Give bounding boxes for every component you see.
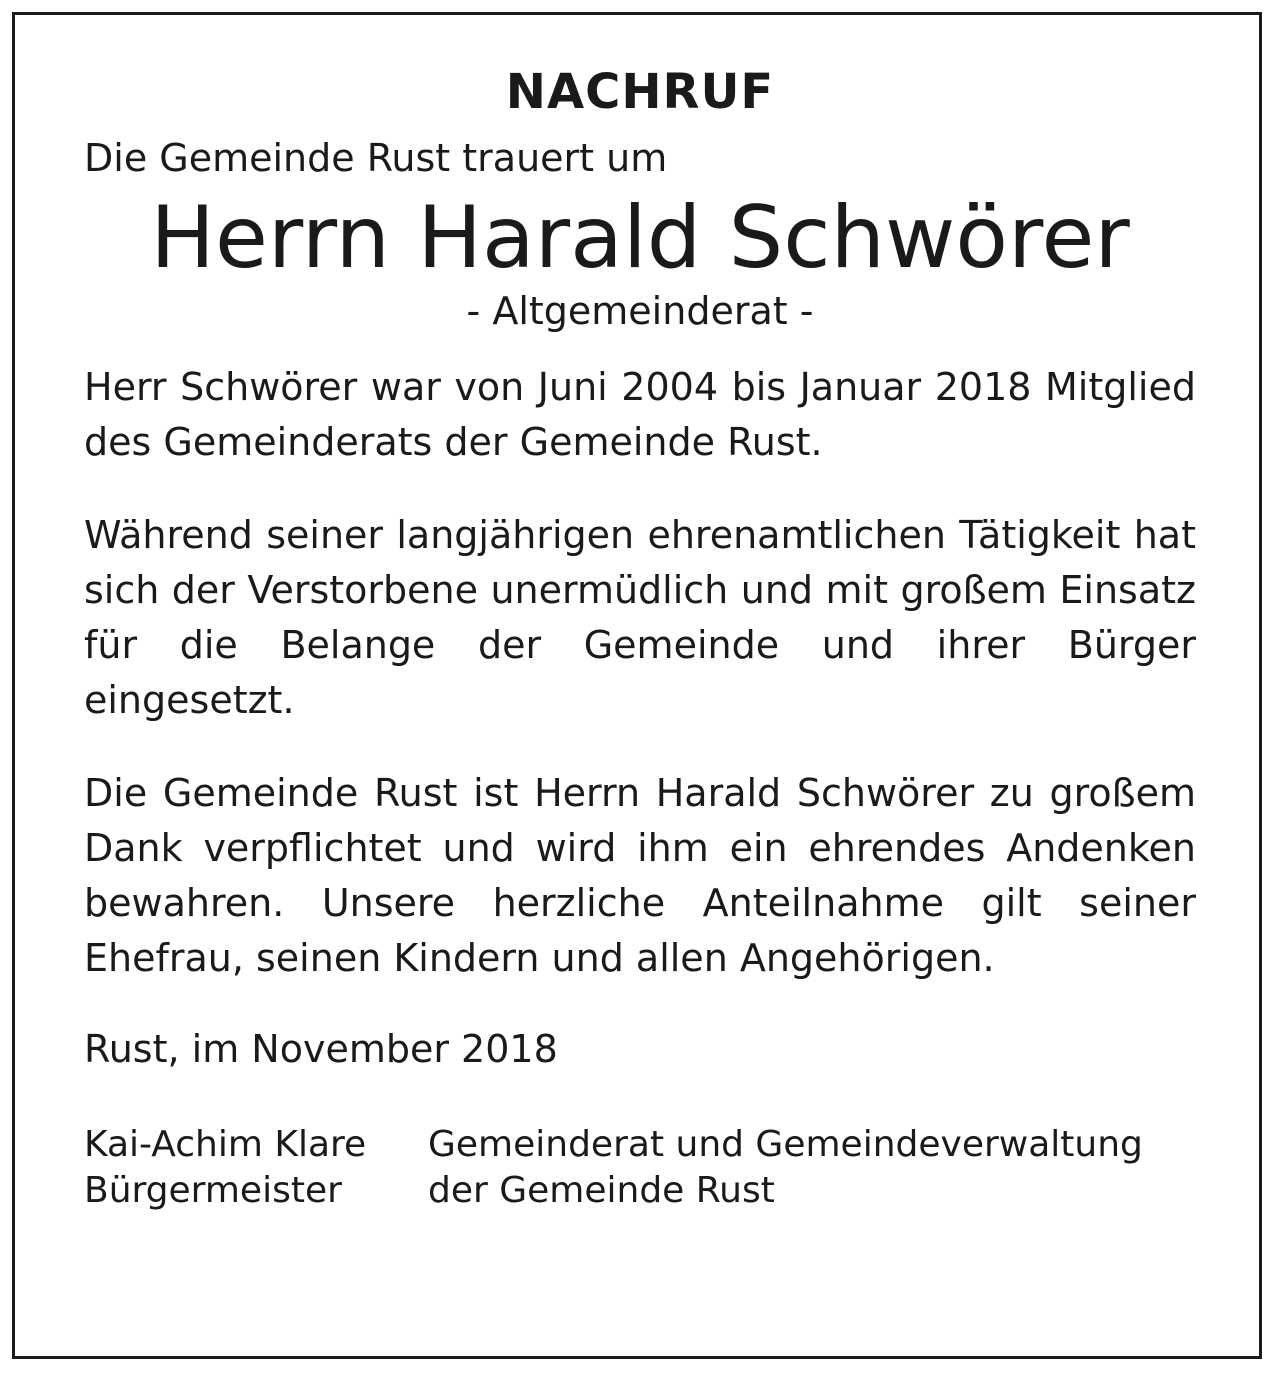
place-date: Rust, im November 2018: [84, 1027, 558, 1071]
obituary-notice: [84, 62, 1196, 1214]
paragraph-service: Während seiner langjährigen ehrenamtlichen Tätigkeit hat sich der Verstorbene unermüdlich und mit großem Einsatz für die Belange der Gemeinde und ihrer Bürger eingesetzt.: [84, 513, 1196, 722]
mayor-name: Kai-Achim Klare: [84, 1124, 367, 1165]
deceased-title: - Altgemeinderat -: [466, 289, 814, 333]
mayor-role: Bürgermeister: [84, 1170, 342, 1211]
deceased-name: Herrn Harald Schwörer: [150, 188, 1130, 288]
signature-mayor: [84, 1122, 428, 1214]
council-line-2: der Gemeinde Rust: [428, 1170, 775, 1211]
intro-line: Die Gemeinde Rust trauert um: [84, 136, 668, 180]
paragraph-membership: Herr Schwörer war von Juni 2004 bis Januar 2018 Mitglied des Gemeinderats der Gemeinde Rust.: [84, 365, 1196, 464]
notice-heading: NACHRUF: [505, 64, 775, 120]
signature-council: [428, 1122, 1196, 1214]
signature-block: [84, 1122, 1196, 1214]
paragraph-gratitude: Die Gemeinde Rust ist Herrn Harald Schwörer zu großem Dank verpflichtet und wird ihm ein ehrendes Andenken bewahren. Unsere herzliche Anteilnahme gilt seiner Ehefrau, seinen Kindern und allen Angehörigen.: [84, 771, 1196, 980]
council-line-1: Gemeinderat und Gemeindeverwaltung: [428, 1124, 1143, 1165]
